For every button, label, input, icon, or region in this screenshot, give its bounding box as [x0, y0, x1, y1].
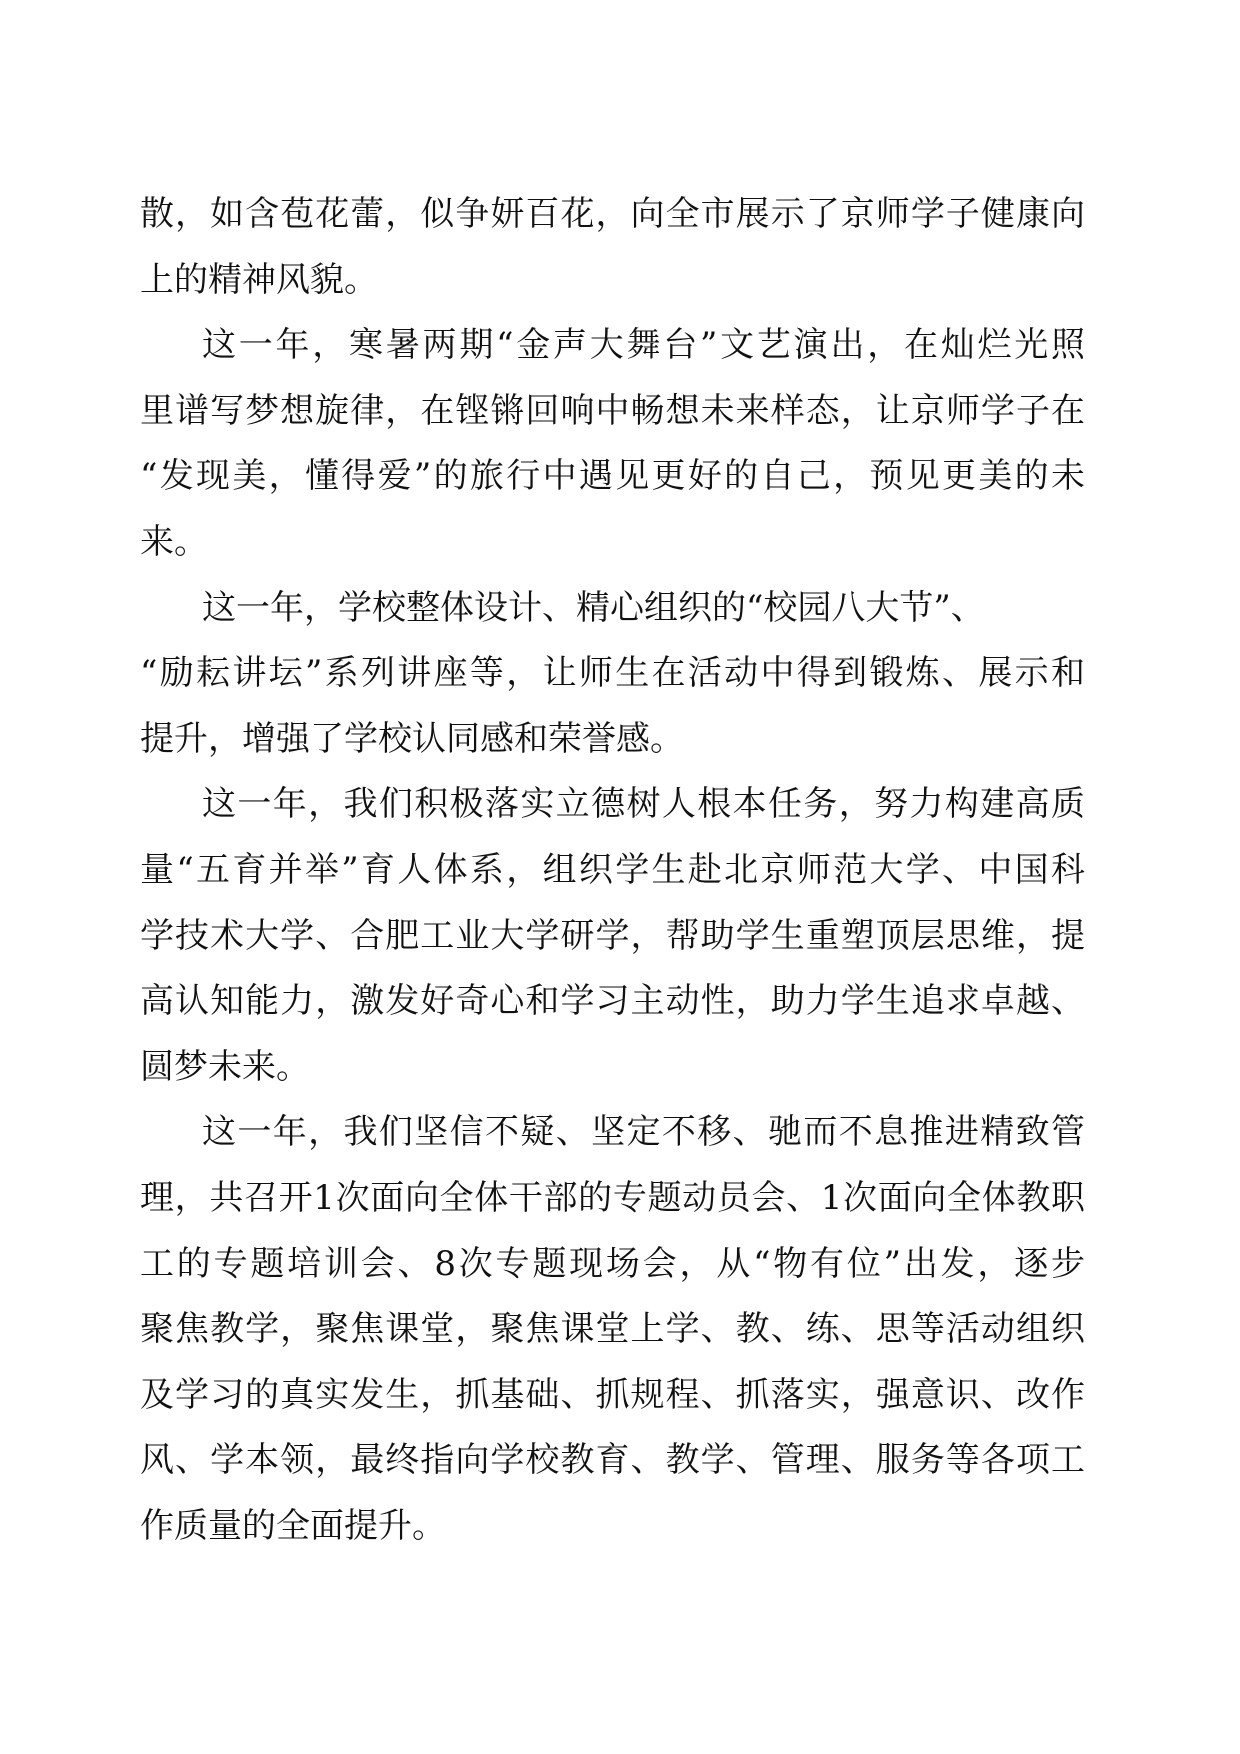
paragraph-line: 工的专题培训会、8次专题现场会，从“物有位”出发，逐步 — [140, 1243, 1085, 1284]
paragraph-line: 这一年，我们坚信不疑、坚定不移、驰而不息推进精致管 — [202, 1112, 1085, 1153]
paragraph-line: 散，如含苞花蕾，似争妍百花，向全市展示了京师学子健康向 — [140, 194, 1085, 234]
paragraph-line: 风、学本领，最终指向学校教育、教学、管理、服务等各项工 — [140, 1440, 1085, 1481]
paragraph-3 — [140, 576, 1085, 773]
paragraph-line: “励耘讲坛”系列讲座等，让师生在活动中得到锻炼、展示和 — [140, 653, 1085, 694]
paragraph-line: 作质量的全面提升。 — [140, 1505, 446, 1546]
paragraph-line: 及学习的真实发生，抓基础、抓规程、抓落实，强意识、改作 — [140, 1374, 1085, 1415]
paragraph-line: 来。 — [140, 521, 208, 562]
paragraph-line: 提升，增强了学校认同感和荣誉感。 — [140, 718, 684, 759]
paragraph-2 — [140, 313, 1085, 575]
paragraph-line: 聚焦教学，聚焦课堂，聚焦课堂上学、教、练、思等活动组织 — [140, 1309, 1085, 1350]
paragraph-1 — [140, 182, 1085, 313]
paragraph-line: 理，共召开1次面向全体干部的专题动员会、1次面向全体教职 — [140, 1177, 1085, 1218]
paragraph-4 — [140, 772, 1085, 1100]
paragraph-line: 上的精神风貌。 — [140, 259, 378, 300]
paragraph-line: 里谱写梦想旋律，在铿锵回响中畅想未来样态，让京师学子在 — [140, 390, 1085, 431]
paragraph-line: 这一年，寒暑两期“金声大舞台”文艺演出，在灿烂光照 — [202, 325, 1085, 366]
paragraph-line: 学技术大学、合肥工业大学研学，帮助学生重塑顶层思维，提 — [140, 915, 1085, 956]
paragraph-line: 这一年，我们积极落实立德树人根本任务，努力构建高质 — [202, 784, 1085, 825]
paragraph-5 — [140, 1100, 1085, 1559]
body-text — [140, 182, 1085, 1559]
paragraph-line: 高认知能力，激发好奇心和学习主动性，助力学生追求卓越、 — [140, 981, 1085, 1022]
paragraph-line: 圆梦未来。 — [140, 1046, 310, 1087]
paragraph-line: 这一年，学校整体设计、精心组织的“校园八大节”、 — [202, 587, 985, 628]
paragraph-line: “发现美，懂得爱”的旅行中遇见更好的自己，预见更美的未 — [140, 456, 1085, 497]
paragraph-line: 量“五育并举”育人体系，组织学生赴北京师范大学、中国科 — [140, 849, 1085, 890]
